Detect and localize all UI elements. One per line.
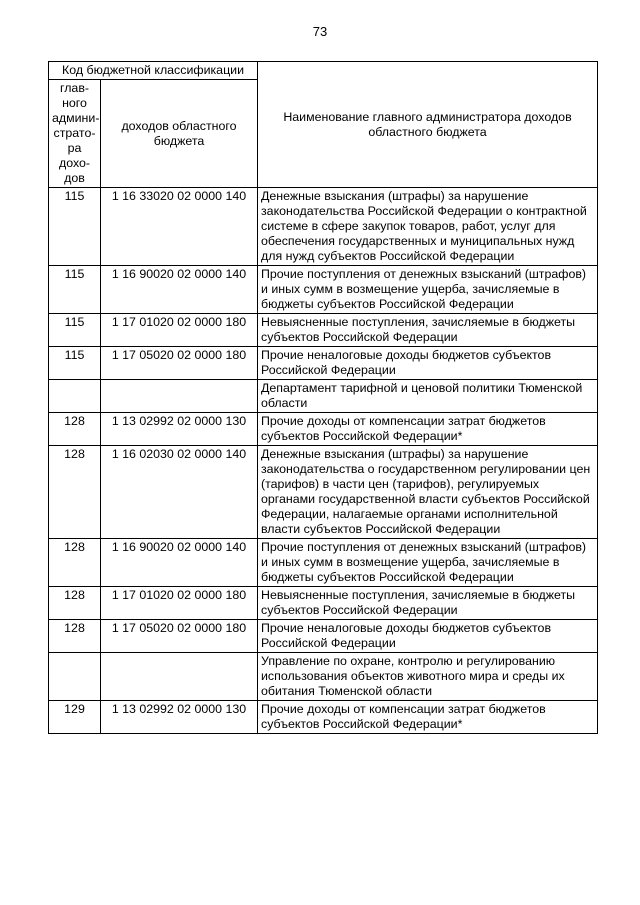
administrator-code-cell: 128 xyxy=(49,413,101,446)
header-administrator-name: Наименование главного администратора доходов областного бюджета xyxy=(258,62,598,188)
revenue-code-cell: 1 13 02992 02 0000 130 xyxy=(101,413,258,446)
revenue-code-cell: 1 16 33020 02 0000 140 xyxy=(101,188,258,266)
administrator-code-cell: 115 xyxy=(49,266,101,314)
revenue-name-cell: Прочие доходы от компенсации затрат бюджетов субъектов Российской Федерации* xyxy=(258,413,598,446)
revenue-code-cell: 1 17 05020 02 0000 180 xyxy=(101,620,258,653)
revenue-name-cell: Прочие неналоговые доходы бюджетов субъектов Российской Федерации xyxy=(258,347,598,380)
header-regional-budget-revenue: доходов областного бюджета xyxy=(101,80,258,188)
revenue-code-cell: 1 16 90020 02 0000 140 xyxy=(101,539,258,587)
table-row xyxy=(49,701,598,734)
revenue-name-cell: Прочие неналоговые доходы бюджетов субъектов Российской Федерации xyxy=(258,620,598,653)
table-row xyxy=(49,413,598,446)
header-budget-classification-code: Код бюджетной классификации xyxy=(49,62,258,80)
revenue-code-cell xyxy=(101,380,258,413)
revenue-name-cell: Прочие поступления от денежных взысканий (штрафов) и иных сумм в возмещение ущерба, зачисляемые в бюджеты субъектов Российской Федерации xyxy=(258,539,598,587)
table-row xyxy=(49,539,598,587)
revenue-name-cell: Денежные взыскания (штрафы) за нарушение законодательства о государственном регулировании цен (тарифов) в части цен (тарифов), регулируемых органами государственной власти субъектов Российской Федерации, налагаемые органами исполнительной власти субъектов Российской Федерации xyxy=(258,446,598,539)
section-title-cell: Департамент тарифной и ценовой политики Тюменской области xyxy=(258,380,598,413)
revenue-code-cell: 1 17 01020 02 0000 180 xyxy=(101,587,258,620)
administrator-code-cell: 128 xyxy=(49,620,101,653)
section-title-cell: Управление по охране, контролю и регулированию использования объектов животного мира и среды их обитания Тюменской области xyxy=(258,653,598,701)
revenue-name-cell: Невыясненные поступления, зачисляемые в бюджеты субъектов Российской Федерации xyxy=(258,314,598,347)
administrator-code-cell xyxy=(49,653,101,701)
page-number: 73 xyxy=(312,24,328,39)
table-body xyxy=(49,188,598,734)
administrator-code-cell: 128 xyxy=(49,446,101,539)
administrator-code-cell: 128 xyxy=(49,587,101,620)
revenue-code-cell: 1 13 02992 02 0000 130 xyxy=(101,701,258,734)
table-row xyxy=(49,266,598,314)
revenue-code-cell xyxy=(101,653,258,701)
budget-classification-table xyxy=(48,61,598,734)
table-row xyxy=(49,587,598,620)
table-row xyxy=(49,314,598,347)
revenue-name-cell: Прочие доходы от компенсации затрат бюджетов субъектов Российской Федерации* xyxy=(258,701,598,734)
revenue-name-cell: Прочие поступления от денежных взысканий (штрафов) и иных сумм в возмещение ущерба, зачисляемые в бюджеты субъектов Российской Федерации xyxy=(258,266,598,314)
revenue-code-cell: 1 17 05020 02 0000 180 xyxy=(101,347,258,380)
table-row xyxy=(49,446,598,539)
table-header xyxy=(49,62,598,188)
revenue-name-cell: Денежные взыскания (штрафы) за нарушение законодательства Российской Федерации о контрактной системе в сфере закупок товаров, работ, услуг для обеспечения государственных и муниципальных нужд для нужд субъектов Российской Федерации xyxy=(258,188,598,266)
administrator-code-cell: 129 xyxy=(49,701,101,734)
revenue-code-cell: 1 16 02030 02 0000 140 xyxy=(101,446,258,539)
administrator-code-cell: 115 xyxy=(49,188,101,266)
table-row xyxy=(49,347,598,380)
header-main-administrator: глав- ного админи- страто- ра дохо- дов xyxy=(49,80,101,188)
administrator-code-cell: 115 xyxy=(49,314,101,347)
section-row xyxy=(49,653,598,701)
revenue-code-cell: 1 17 01020 02 0000 180 xyxy=(101,314,258,347)
revenue-code-cell: 1 16 90020 02 0000 140 xyxy=(101,266,258,314)
administrator-code-cell xyxy=(49,380,101,413)
administrator-code-cell: 128 xyxy=(49,539,101,587)
administrator-code-cell: 115 xyxy=(49,347,101,380)
table-row xyxy=(49,188,598,266)
revenue-name-cell: Невыясненные поступления, зачисляемые в бюджеты субъектов Российской Федерации xyxy=(258,587,598,620)
section-row xyxy=(49,380,598,413)
table-row xyxy=(49,620,598,653)
